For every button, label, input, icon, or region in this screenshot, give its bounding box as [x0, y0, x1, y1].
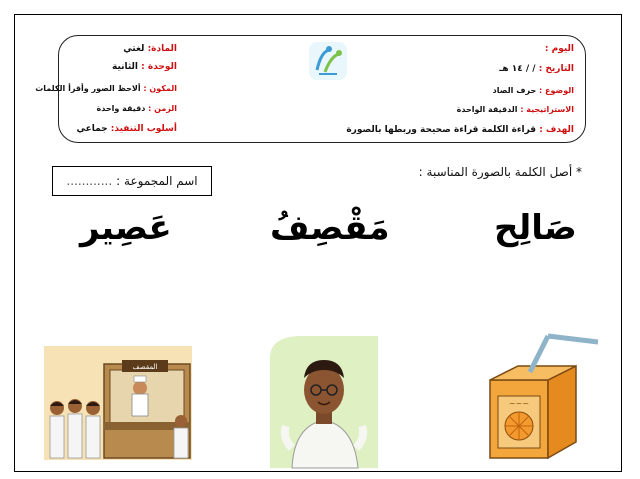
day-field: اليوم : — [544, 44, 574, 54]
word-aseer[interactable]: عَصِير — [80, 208, 172, 248]
strategy-field: الاستراتيجية : الدقيقة الواحدة — [456, 105, 574, 114]
school-logo — [307, 40, 349, 82]
juice-box-image[interactable] — [486, 332, 606, 462]
instruction-text: * أصل الكلمة بالصورة المناسبة : — [418, 165, 582, 179]
word-maqsaf[interactable]: مَقْصِفُ — [270, 208, 390, 248]
topic-field: الوضوع : حرف الصاد — [492, 86, 574, 95]
component-field: المكون : ألاحظ الصور وأقرأ الكلمات — [35, 84, 177, 93]
group-name-label: اسم المجموعة : — [116, 174, 198, 188]
goal-field: الهدف : قراءة الكلمة قراءة صحيحة وربطها بالصورة — [346, 125, 574, 135]
group-name-box[interactable] — [52, 166, 212, 196]
boy-saleh-image[interactable] — [262, 328, 386, 472]
date-field: التاريخ : / / ١٤ هـ — [499, 64, 574, 74]
subject-field: المادة: لغتي — [123, 44, 177, 54]
unit-field: الوحدة : الثانية — [111, 62, 177, 72]
group-name-blank: ............ — [66, 174, 113, 188]
time-field: الزمن : دقيقة واحدة — [96, 104, 177, 113]
method-field: أسلوب التنفيذ: جماعي — [76, 124, 177, 134]
word-saleh[interactable]: صَالِح — [494, 208, 577, 248]
svg-text:~~~: ~~~ — [508, 399, 530, 408]
canteen-image[interactable] — [40, 336, 196, 462]
canteen-sign: المقصف — [132, 363, 158, 371]
